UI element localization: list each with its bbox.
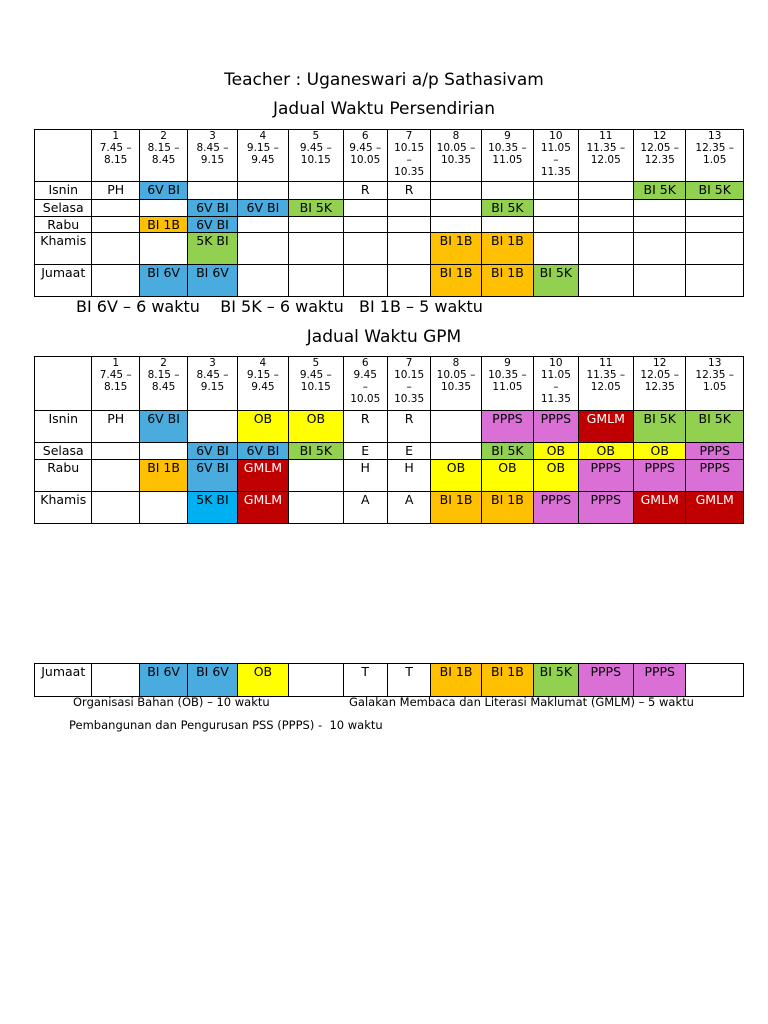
period-header-cell: 7 10.15 – 10.35 (387, 130, 430, 182)
timetable-cell: BI 1B (139, 217, 187, 233)
day-label-cell: Khamis (35, 233, 92, 265)
period-header-cell: 6 9.45 – 10.05 (343, 357, 387, 411)
timetable-cell (387, 217, 430, 233)
timetable-cell (686, 217, 744, 233)
timetable-cell (534, 217, 578, 233)
period-header-cell: 6 9.45 – 10.05 (343, 130, 387, 182)
period-header-cell: 2 8.15 – 8.45 (139, 357, 187, 411)
timetable-cell (139, 200, 187, 217)
period-header-cell: 12 12.05 – 12.35 (634, 357, 686, 411)
day-label-cell: Rabu (35, 460, 92, 492)
period-header-cell: 8 10.05 – 10.35 (431, 357, 481, 411)
day-label-cell: Selasa (35, 443, 92, 460)
day-label-cell: Khamis (35, 492, 92, 524)
timetable-cell (431, 182, 481, 200)
timetable-cell: PPPS (534, 411, 578, 443)
timetable-cell: PPPS (481, 411, 533, 443)
timetable-cell (387, 265, 430, 297)
period-header-cell: 5 9.45 – 10.15 (289, 130, 343, 182)
timetable-cell (92, 233, 139, 265)
header-corner-cell (35, 357, 92, 411)
timetable-cell: 6V BI (237, 200, 288, 217)
period-header-cell: 13 12.35 – 1.05 (686, 130, 744, 182)
period-header-cell: 13 12.35 – 1.05 (686, 357, 744, 411)
timetable-cell: GMLM (578, 411, 633, 443)
timetable-cell: PPPS (634, 664, 686, 697)
timetable-cell (578, 265, 633, 297)
timetable-cell: PPPS (578, 664, 633, 697)
timetable-cell: H (343, 460, 387, 492)
timetable-cell: PPPS (686, 443, 744, 460)
timetable-cell (634, 200, 686, 217)
timetable-row (35, 492, 744, 524)
timetable-cell: BI 1B (481, 233, 533, 265)
timetable-cell (139, 443, 187, 460)
timetable-cell: E (387, 443, 430, 460)
timetable-cell (387, 233, 430, 265)
timetable-cell: OB (237, 664, 288, 697)
timetable-cell (92, 460, 139, 492)
timetable-cell (289, 182, 343, 200)
timetable-cell (92, 492, 139, 524)
timetable-cell: BI 6V (139, 664, 187, 697)
day-label-cell: Rabu (35, 217, 92, 233)
timetable-cell (481, 182, 533, 200)
timetable-cell: PPPS (578, 492, 633, 524)
timetable-cell (578, 200, 633, 217)
timetable-cell (237, 265, 288, 297)
timetable-cell: 6V BI (188, 200, 237, 217)
timetable-cell (534, 200, 578, 217)
timetable-cell: BI 5K (686, 411, 744, 443)
day-label-cell: Jumaat (35, 664, 92, 697)
timetable-cell (431, 411, 481, 443)
timetable-cell: 6V BI (188, 443, 237, 460)
note-gmlm: Galakan Membaca dan Literasi Maklumat (GMLM) – 5 waktu (349, 695, 694, 709)
timetable-cell (289, 217, 343, 233)
period-header-cell: 2 8.15 – 8.45 (139, 130, 187, 182)
timetable-cell: BI 5K (534, 664, 578, 697)
personal-summary: BI 6V – 6 waktu BI 5K – 6 waktu BI 1B – 5 waktu (76, 297, 483, 316)
timetable-cell (343, 217, 387, 233)
timetable-cell: R (387, 411, 430, 443)
timetable-cell: 6V BI (188, 460, 237, 492)
timetable-cell: BI 1B (431, 265, 481, 297)
timetable-cell: 6V BI (237, 443, 288, 460)
day-label-cell: Isnin (35, 411, 92, 443)
day-label-cell: Isnin (35, 182, 92, 200)
timetable-cell (431, 200, 481, 217)
note-ppps: Pembangunan dan Pengurusan PSS (PPPS) - 10 waktu (69, 718, 383, 732)
period-header-cell: 3 8.45 – 9.15 (188, 130, 237, 182)
period-header-cell: 4 9.15 – 9.45 (237, 130, 288, 182)
timetable-cell (578, 233, 633, 265)
timetable-cell: BI 5K (686, 182, 744, 200)
timetable-cell: OB (534, 460, 578, 492)
period-header-cell: 8 10.05 – 10.35 (431, 130, 481, 182)
timetable-cell (289, 492, 343, 524)
timetable-cell: 6V BI (139, 182, 187, 200)
timetable-cell (534, 233, 578, 265)
timetable-cell: OB (289, 411, 343, 443)
timetable-cell: PH (92, 411, 139, 443)
timetable-cell (237, 182, 288, 200)
timetable-cell: T (387, 664, 430, 697)
timetable-cell: GMLM (237, 460, 288, 492)
period-header-cell: 11 11.35 – 12.05 (578, 130, 633, 182)
timetable-cell: GMLM (634, 492, 686, 524)
timetable-cell: 6V BI (139, 411, 187, 443)
personal-timetable (34, 129, 744, 297)
timetable-row (35, 217, 744, 233)
timetable-cell: BI 1B (481, 664, 533, 697)
timetable-cell: OB (578, 443, 633, 460)
period-header-row (35, 130, 744, 182)
timetable-cell: OB (431, 460, 481, 492)
timetable-cell: GMLM (686, 492, 744, 524)
timetable-cell: PPPS (534, 492, 578, 524)
timetable-cell: BI 1B (481, 492, 533, 524)
timetable-cell: BI 5K (481, 200, 533, 217)
period-header-cell: 5 9.45 – 10.15 (289, 357, 343, 411)
timetable-cell: BI 1B (431, 492, 481, 524)
timetable-cell (578, 217, 633, 233)
timetable-cell: BI 1B (431, 664, 481, 697)
timetable-cell (481, 217, 533, 233)
gpm-friday-row (34, 663, 744, 697)
timetable-cell: BI 6V (139, 265, 187, 297)
period-header-cell: 12 12.05 – 12.35 (634, 130, 686, 182)
timetable-cell: 5K BI (188, 492, 237, 524)
timetable-cell (343, 233, 387, 265)
timetable-cell (634, 233, 686, 265)
timetable-cell (289, 664, 343, 697)
timetable-cell (289, 265, 343, 297)
timetable-cell (686, 200, 744, 217)
timetable-cell: R (343, 411, 387, 443)
timetable-cell (686, 664, 744, 697)
timetable-cell (289, 233, 343, 265)
period-header-cell: 7 10.15 – 10.35 (387, 357, 430, 411)
timetable-cell: PH (92, 182, 139, 200)
timetable-cell: BI 6V (188, 664, 237, 697)
timetable-cell: 6V BI (188, 217, 237, 233)
timetable-cell (92, 664, 139, 697)
timetable-cell: BI 5K (289, 443, 343, 460)
day-label-cell: Selasa (35, 200, 92, 217)
timetable-cell (139, 233, 187, 265)
period-header-cell: 1 7.45 – 8.15 (92, 357, 139, 411)
timetable-cell: GMLM (237, 492, 288, 524)
timetable-cell: A (343, 492, 387, 524)
timetable-row (35, 443, 744, 460)
timetable-cell (139, 492, 187, 524)
timetable-row (35, 664, 744, 697)
timetable-cell (343, 200, 387, 217)
timetable-cell: 5K BI (188, 233, 237, 265)
period-header-cell: 10 11.05 – 11.35 (534, 130, 578, 182)
timetable-row (35, 200, 744, 217)
timetable-cell: OB (237, 411, 288, 443)
personal-timetable-title: Jadual Waktu Persendirian (273, 99, 495, 119)
timetable-row (35, 460, 744, 492)
timetable-cell: BI 5K (634, 182, 686, 200)
timetable-cell (634, 265, 686, 297)
timetable-cell (534, 182, 578, 200)
timetable-cell (578, 182, 633, 200)
timetable-cell (686, 265, 744, 297)
timetable-cell: OB (634, 443, 686, 460)
gpm-timetable (34, 356, 744, 524)
timetable-cell: BI 6V (188, 265, 237, 297)
timetable-row (35, 182, 744, 200)
period-header-cell: 1 7.45 – 8.15 (92, 130, 139, 182)
timetable-cell (188, 182, 237, 200)
timetable-cell: BI 1B (139, 460, 187, 492)
timetable-row (35, 411, 744, 443)
timetable-cell (343, 265, 387, 297)
period-header-cell: 9 10.35 – 11.05 (481, 357, 533, 411)
timetable-cell: PPPS (634, 460, 686, 492)
timetable-cell (92, 217, 139, 233)
timetable-cell: BI 5K (534, 265, 578, 297)
note-ob: Organisasi Bahan (OB) – 10 waktu (73, 695, 270, 709)
timetable-cell (237, 217, 288, 233)
teacher-name: Teacher : Uganeswari a/p Sathasivam (224, 70, 544, 90)
timetable-row (35, 265, 744, 297)
timetable-cell: R (343, 182, 387, 200)
timetable-cell: BI 1B (481, 265, 533, 297)
timetable-cell: E (343, 443, 387, 460)
timetable-cell (431, 443, 481, 460)
period-header-cell: 4 9.15 – 9.45 (237, 357, 288, 411)
timetable-cell (686, 233, 744, 265)
timetable-cell (431, 217, 481, 233)
timetable-cell: PPPS (686, 460, 744, 492)
timetable-cell: BI 5K (634, 411, 686, 443)
timetable-cell: BI 1B (431, 233, 481, 265)
period-header-row (35, 357, 744, 411)
timetable-cell (289, 460, 343, 492)
timetable-cell (188, 411, 237, 443)
period-header-cell: 11 11.35 – 12.05 (578, 357, 633, 411)
timetable-cell: PPPS (578, 460, 633, 492)
timetable-cell (387, 200, 430, 217)
timetable-cell: R (387, 182, 430, 200)
timetable-cell: OB (481, 460, 533, 492)
header-corner-cell (35, 130, 92, 182)
timetable-cell (92, 265, 139, 297)
period-header-cell: 10 11.05 – 11.35 (534, 357, 578, 411)
timetable-cell: OB (534, 443, 578, 460)
timetable-cell: A (387, 492, 430, 524)
timetable-row (35, 233, 744, 265)
timetable-cell: BI 5K (481, 443, 533, 460)
timetable-cell: H (387, 460, 430, 492)
timetable-cell (634, 217, 686, 233)
timetable-cell: T (343, 664, 387, 697)
timetable-cell (92, 200, 139, 217)
period-header-cell: 9 10.35 – 11.05 (481, 130, 533, 182)
day-label-cell: Jumaat (35, 265, 92, 297)
timetable-cell: BI 5K (289, 200, 343, 217)
gpm-timetable-title: Jadual Waktu GPM (306, 327, 462, 347)
timetable-cell (92, 443, 139, 460)
timetable-cell (237, 233, 288, 265)
period-header-cell: 3 8.45 – 9.15 (188, 357, 237, 411)
